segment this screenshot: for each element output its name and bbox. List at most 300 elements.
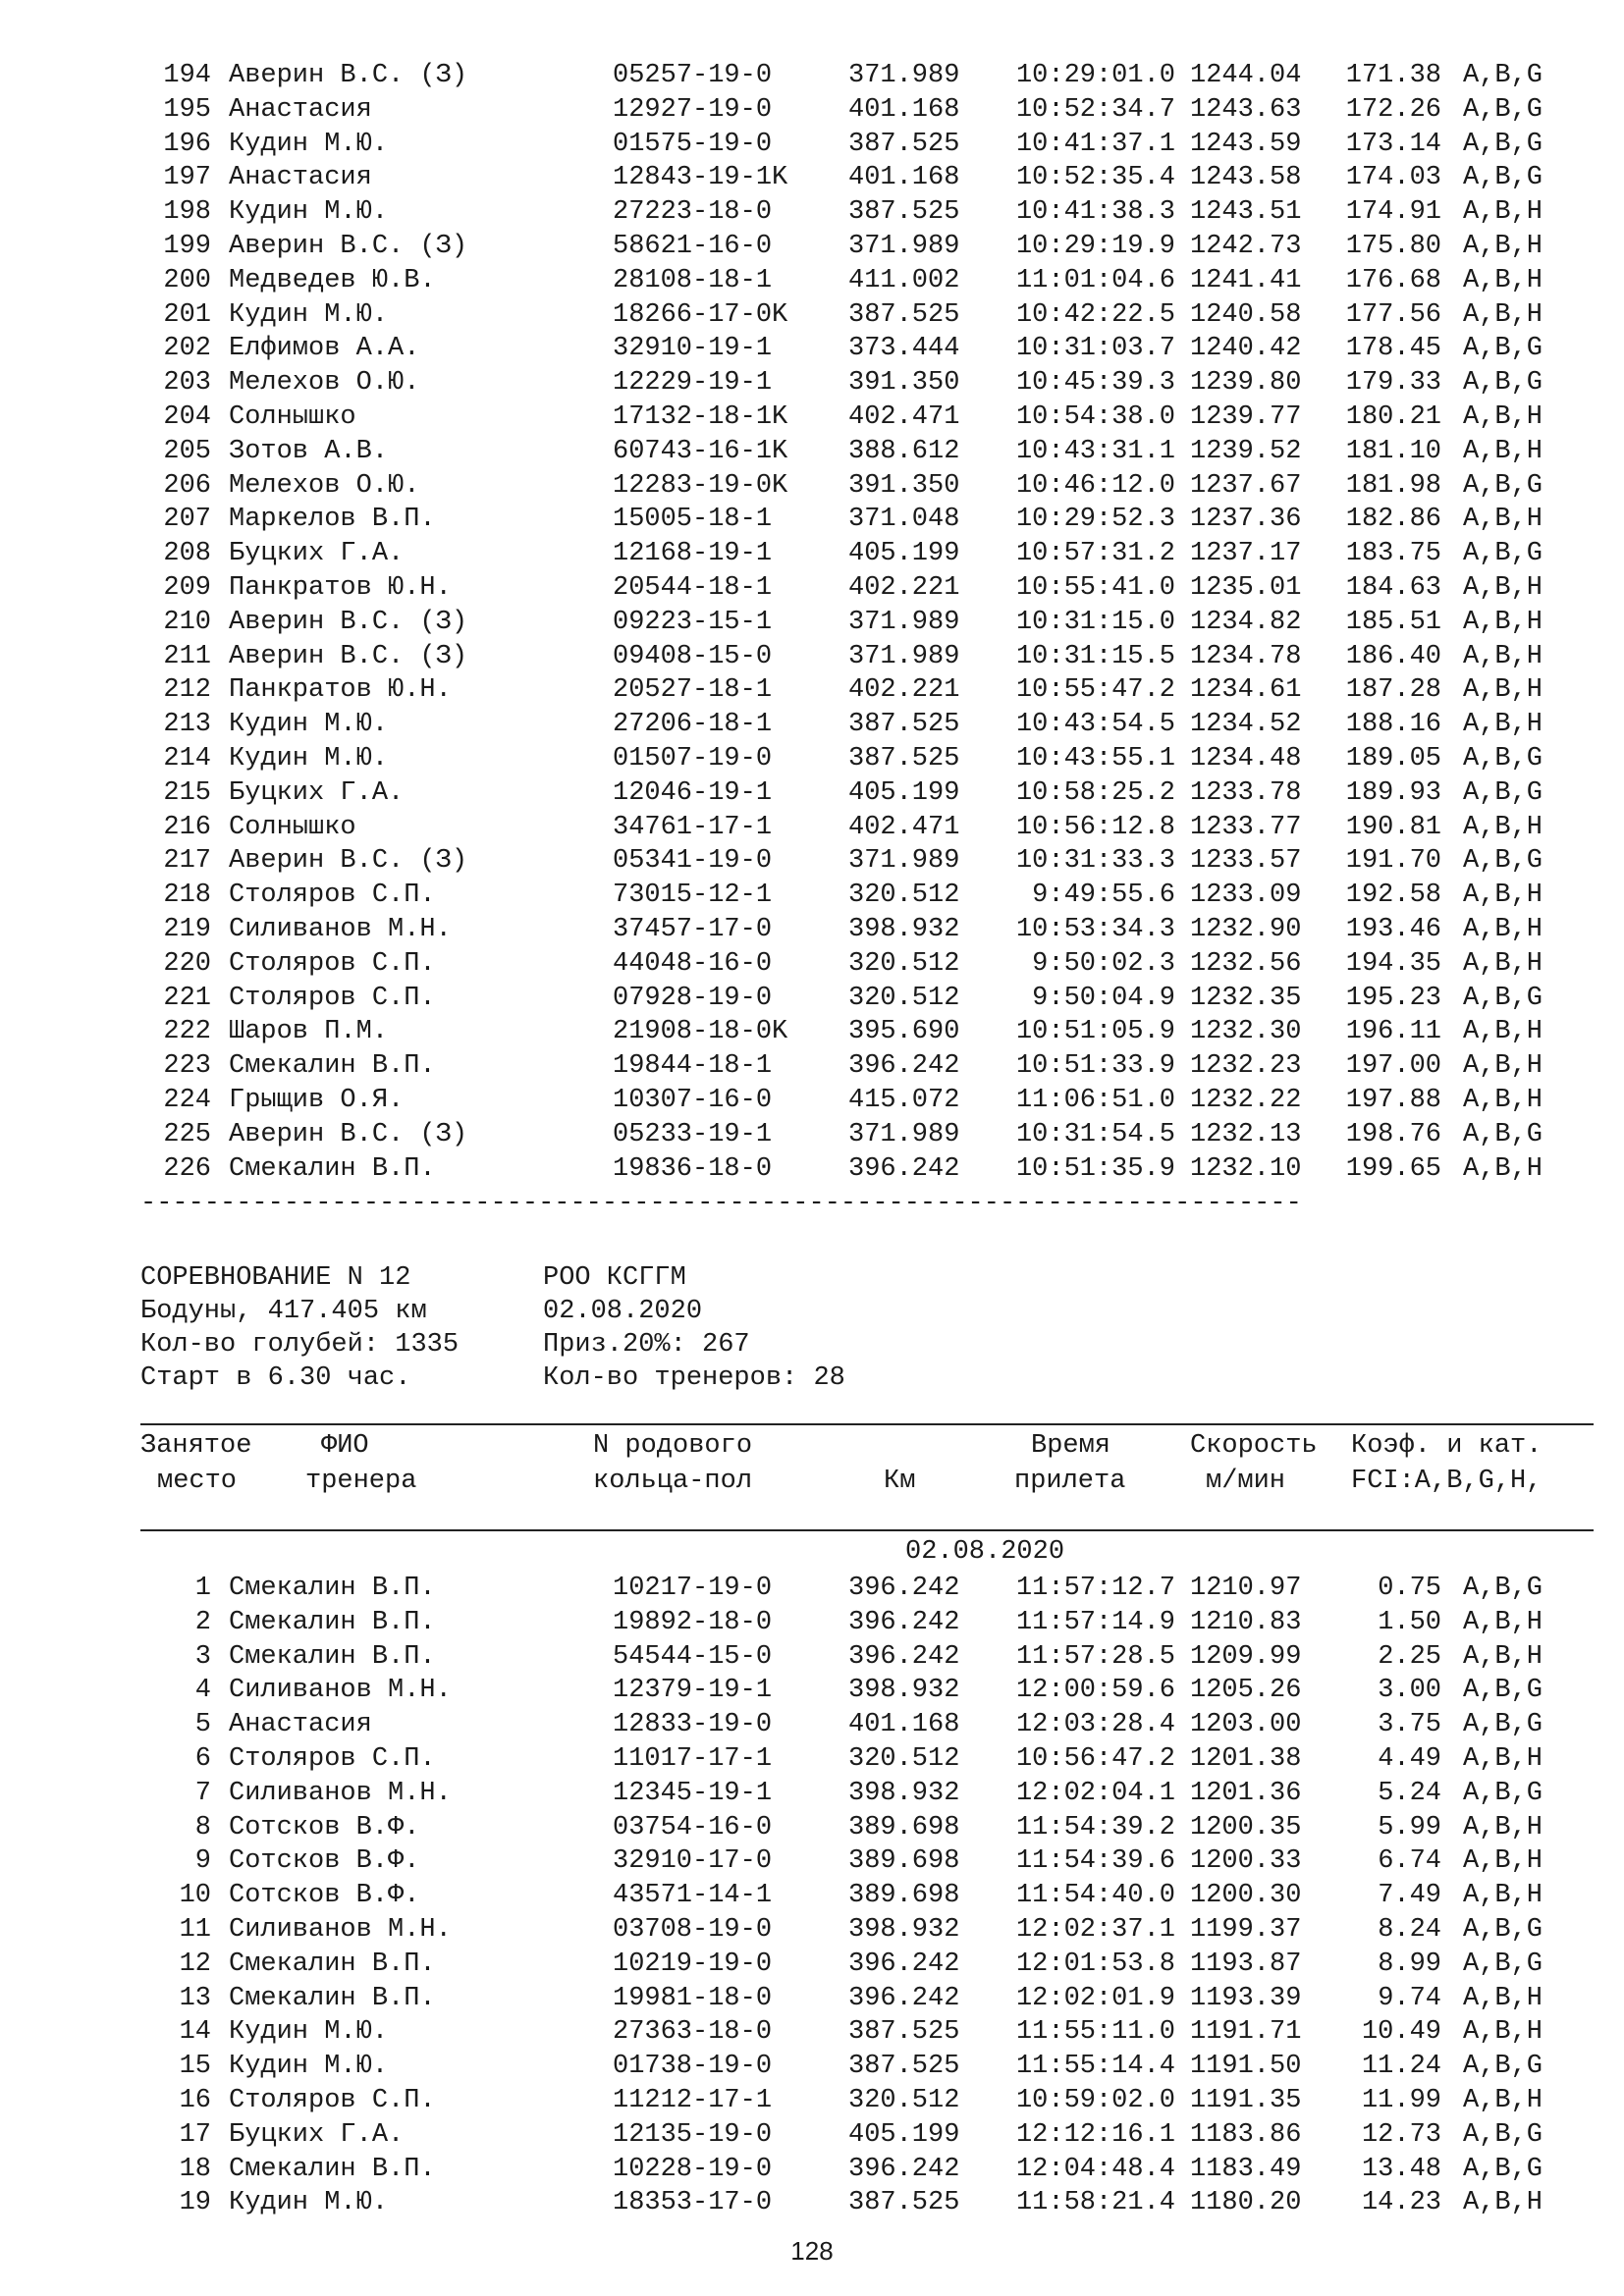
arrival-time: 11:54:39.6	[1015, 1846, 1175, 1877]
ring-number: 27223-18-0	[613, 197, 773, 228]
trainer-name: Сотсков В.Ф.	[229, 1881, 420, 1911]
arrival-time: 11:06:51.0	[1015, 1086, 1175, 1115]
speed: 1191.35	[1190, 2086, 1302, 2115]
rank: 11	[179, 1915, 211, 1945]
rank: 7	[194, 1778, 211, 1808]
category: A,B,H	[1463, 2017, 1543, 2048]
trainer-name: Аверин В.С. (З)	[229, 232, 468, 261]
distance-km: 395.690	[848, 1017, 960, 1047]
trainer-name: Маркелов В.П.	[229, 505, 436, 535]
trainer-name: Аверин В.С. (З)	[229, 641, 468, 671]
distance-km: 398.932	[848, 1778, 960, 1808]
table-row	[0, 1572, 1624, 1606]
table-row	[0, 1606, 1624, 1640]
arrival-time: 10:54:38.0	[1015, 402, 1175, 432]
table-row	[0, 1152, 1624, 1187]
distance-km: 387.525	[848, 2017, 960, 2048]
rank: 13	[179, 1983, 211, 2013]
distance-km: 405.199	[848, 2119, 960, 2150]
ring-number: 27363-18-0	[613, 2017, 773, 2048]
organization: РОО КСГГМ	[543, 1263, 686, 1293]
release-point: Бодуны, 417.405 км	[140, 1297, 427, 1326]
rank: 209	[163, 573, 211, 603]
rank: 2	[194, 1607, 211, 1637]
speed: 1234.61	[1190, 675, 1302, 706]
trainer-name: Кудин М.Ю.	[229, 744, 389, 774]
category: A,B,G	[1463, 983, 1543, 1013]
coefficient: 11.24	[1361, 2052, 1441, 2082]
category: A,B,H	[1463, 915, 1543, 944]
ring-number: 12046-19-1	[613, 777, 773, 808]
rank: 225	[163, 1119, 211, 1149]
trainer-name: Столяров С.П.	[229, 983, 436, 1013]
arrival-time: 10:42:22.5	[1015, 299, 1175, 330]
distance-km: 401.168	[848, 163, 960, 193]
ring-number: 18266-17-0K	[613, 299, 788, 330]
trainer-name: Солнышко	[229, 402, 356, 432]
table-row	[0, 2153, 1624, 2187]
category: A,B,H	[1463, 641, 1543, 671]
distance-km: 396.242	[848, 1153, 960, 1184]
rank: 199	[163, 232, 211, 261]
distance-km: 401.168	[848, 94, 960, 125]
speed: 1243.63	[1190, 94, 1302, 125]
ring-number: 19844-18-1	[613, 1051, 773, 1082]
category: A,B,G	[1463, 334, 1543, 364]
arrival-time: 10:51:33.9	[1015, 1051, 1175, 1082]
table-row	[0, 1948, 1624, 1982]
trainer-name: Мелехов О.Ю.	[229, 368, 420, 399]
arrival-time: 10:45:39.3	[1015, 368, 1175, 399]
trainer-name: Аверин В.С. (З)	[229, 607, 468, 637]
rank: 207	[163, 505, 211, 535]
trainer-name: Столяров С.П.	[229, 948, 436, 979]
trainer-name: Кудин М.Ю.	[229, 2052, 389, 2082]
rank: 4	[194, 1676, 211, 1706]
distance-km: 320.512	[848, 1744, 960, 1774]
rank: 3	[194, 1641, 211, 1672]
ring-number: 44048-16-0	[613, 948, 773, 979]
header-km: Км	[884, 1467, 916, 1496]
trainer-name: Буцких Г.А.	[229, 777, 405, 808]
rank: 17	[179, 2119, 211, 2150]
category: A,B,G	[1463, 129, 1543, 159]
rank: 205	[163, 436, 211, 466]
arrival-time: 12:03:28.4	[1015, 1710, 1175, 1740]
arrival-time: 10:31:54.5	[1015, 1119, 1175, 1149]
coefficient: 180.21	[1345, 402, 1441, 432]
table-row	[0, 1913, 1624, 1948]
category: A,B,H	[1463, 1017, 1543, 1047]
trainer-name: Смекалин В.П.	[229, 1574, 436, 1603]
ring-number: 32910-17-0	[613, 1846, 773, 1877]
distance-km: 387.525	[848, 129, 960, 159]
category: A,B,G	[1463, 163, 1543, 193]
distance-km: 320.512	[848, 948, 960, 979]
table-row	[0, 503, 1624, 537]
table-row	[0, 708, 1624, 742]
ring-number: 01575-19-0	[613, 129, 773, 159]
rank: 201	[163, 299, 211, 330]
trainer-name: Зотов А.В.	[229, 436, 389, 466]
ring-number: 12345-19-1	[613, 1778, 773, 1808]
table-row	[0, 537, 1624, 571]
trainer-name: Панкратов Ю.Н.	[229, 573, 452, 603]
speed: 1239.77	[1190, 402, 1302, 432]
rank: 198	[163, 197, 211, 228]
rank: 210	[163, 607, 211, 637]
coefficient: 189.05	[1345, 744, 1441, 774]
category: A,B,G	[1463, 744, 1543, 774]
arrival-time: 11:55:11.0	[1015, 2017, 1175, 2048]
table-row	[0, 571, 1624, 606]
table-row	[0, 811, 1624, 845]
speed: 1234.82	[1190, 607, 1302, 637]
speed: 1240.42	[1190, 334, 1302, 364]
rank: 224	[163, 1086, 211, 1115]
rank: 12	[179, 1949, 211, 1979]
table-row	[0, 1777, 1624, 1811]
table-row	[0, 640, 1624, 674]
ring-number: 12833-19-0	[613, 1710, 773, 1740]
category: A,B,G	[1463, 1119, 1543, 1149]
arrival-time: 12:01:53.8	[1015, 1949, 1175, 1979]
trainer-name: Анастасия	[229, 1710, 372, 1740]
category: A,B,H	[1463, 607, 1543, 637]
rank: 219	[163, 915, 211, 944]
arrival-time: 10:41:38.3	[1015, 197, 1175, 228]
arrival-time: 9:49:55.6	[1032, 881, 1175, 911]
speed: 1180.20	[1190, 2188, 1302, 2218]
speed: 1240.58	[1190, 299, 1302, 330]
ring-number: 43571-14-1	[613, 1881, 773, 1911]
arrival-time: 11:54:40.0	[1015, 1881, 1175, 1911]
arrival-time: 10:56:12.8	[1015, 812, 1175, 842]
distance-km: 387.525	[848, 2188, 960, 2218]
category: A,B,H	[1463, 2086, 1543, 2115]
category: A,B,G	[1463, 470, 1543, 501]
coefficient: 14.23	[1361, 2188, 1441, 2218]
distance-km: 391.350	[848, 470, 960, 501]
category: A,B,G	[1463, 2052, 1543, 2082]
category: A,B,H	[1463, 573, 1543, 603]
ring-number: 12379-19-1	[613, 1676, 773, 1706]
coefficient: 175.80	[1345, 232, 1441, 261]
rank: 14	[179, 2017, 211, 2048]
speed: 1234.52	[1190, 710, 1302, 740]
trainer-name: Аверин В.С. (З)	[229, 1119, 468, 1149]
trainer-name: Буцких Г.А.	[229, 2119, 405, 2150]
coefficient: 196.11	[1345, 1017, 1441, 1047]
speed: 1237.67	[1190, 470, 1302, 501]
arrival-time: 11:01:04.6	[1015, 265, 1175, 295]
arrival-time: 10:56:47.2	[1015, 1744, 1175, 1774]
trainer-name: Кудин М.Ю.	[229, 197, 389, 228]
coefficient: 197.00	[1345, 1051, 1441, 1082]
coefficient: 6.74	[1378, 1846, 1441, 1877]
ring-number: 12843-19-1K	[613, 163, 788, 193]
speed: 1234.78	[1190, 641, 1302, 671]
rank: 222	[163, 1017, 211, 1047]
speed: 1191.50	[1190, 2052, 1302, 2082]
ring-number: 37457-17-0	[613, 915, 773, 944]
rank: 204	[163, 402, 211, 432]
trainer-name: Елфимов А.А.	[229, 334, 420, 364]
ring-number: 10228-19-0	[613, 2154, 773, 2184]
category: A,B,G	[1463, 1949, 1543, 1979]
trainer-name: Буцких Г.А.	[229, 539, 405, 569]
table-row	[0, 742, 1624, 776]
trainer-name: Мелехов О.Ю.	[229, 470, 420, 501]
rank: 195	[163, 94, 211, 125]
prize-count: Приз.20%: 267	[543, 1330, 750, 1360]
speed: 1239.52	[1190, 436, 1302, 466]
ring-number: 09408-15-0	[613, 641, 773, 671]
ring-number: 32910-19-1	[613, 334, 773, 364]
speed: 1237.36	[1190, 505, 1302, 535]
header-ring-1: N родового	[593, 1431, 753, 1461]
ring-number: 12283-19-0K	[613, 470, 788, 501]
category: A,B,G	[1463, 777, 1543, 808]
ring-number: 05233-19-1	[613, 1119, 773, 1149]
rank: 220	[163, 948, 211, 979]
coefficient: 8.99	[1378, 1949, 1441, 1979]
ring-number: 54544-15-0	[613, 1641, 773, 1672]
speed: 1237.17	[1190, 539, 1302, 569]
arrival-time: 10:31:33.3	[1015, 846, 1175, 877]
distance-km: 391.350	[848, 368, 960, 399]
arrival-time: 10:29:01.0	[1015, 61, 1175, 90]
distance-km: 320.512	[848, 983, 960, 1013]
category: A,B,G	[1463, 1676, 1543, 1706]
category: A,B,G	[1463, 846, 1543, 877]
trainer-name: Силиванов М.Н.	[229, 1676, 452, 1706]
date-separator: 02.08.2020	[905, 1537, 1065, 1567]
table-row	[0, 673, 1624, 708]
distance-km: 415.072	[848, 1086, 960, 1115]
ring-number: 73015-12-1	[613, 881, 773, 911]
distance-km: 401.168	[848, 1710, 960, 1740]
distance-km: 396.242	[848, 1949, 960, 1979]
distance-km: 371.989	[848, 232, 960, 261]
distance-km: 396.242	[848, 1574, 960, 1603]
coefficient: 186.40	[1345, 641, 1441, 671]
category: A,B,H	[1463, 505, 1543, 535]
trainer-name: Смекалин В.П.	[229, 1641, 436, 1672]
rank: 218	[163, 881, 211, 911]
rank: 10	[179, 1881, 211, 1911]
rank: 208	[163, 539, 211, 569]
distance-km: 411.002	[848, 265, 960, 295]
speed: 1243.59	[1190, 129, 1302, 159]
coefficient: 13.48	[1361, 2154, 1441, 2184]
ring-number: 19892-18-0	[613, 1607, 773, 1637]
speed: 1199.37	[1190, 1915, 1302, 1945]
ring-number: 12135-19-0	[613, 2119, 773, 2150]
category: A,B,H	[1463, 812, 1543, 842]
speed: 1203.00	[1190, 1710, 1302, 1740]
table-row	[0, 298, 1624, 333]
ring-number: 21908-18-0K	[613, 1017, 788, 1047]
coefficient: 12.73	[1361, 2119, 1441, 2150]
category: A,B,G	[1463, 368, 1543, 399]
trainer-name: Аверин В.С. (З)	[229, 61, 468, 90]
distance-km: 388.612	[848, 436, 960, 466]
speed: 1183.49	[1190, 2154, 1302, 2184]
coefficient: 11.99	[1361, 2086, 1441, 2115]
table-row	[0, 1015, 1624, 1049]
ring-number: 15005-18-1	[613, 505, 773, 535]
trainer-name: Столяров С.П.	[229, 881, 436, 911]
table-row	[0, 469, 1624, 504]
arrival-time: 12:02:01.9	[1015, 1983, 1175, 2013]
category: A,B,G	[1463, 1915, 1543, 1945]
arrival-time: 9:50:02.3	[1032, 948, 1175, 979]
distance-km: 405.199	[848, 539, 960, 569]
trainer-name: Кудин М.Ю.	[229, 2188, 389, 2218]
ring-number: 10219-19-0	[613, 1949, 773, 1979]
distance-km: 371.989	[848, 607, 960, 637]
coefficient: 176.68	[1345, 265, 1441, 295]
arrival-time: 10:31:15.0	[1015, 607, 1175, 637]
ring-number: 05257-19-0	[613, 61, 773, 90]
table-row	[0, 1084, 1624, 1118]
ring-number: 12927-19-0	[613, 94, 773, 125]
distance-km: 373.444	[848, 334, 960, 364]
category: A,B,G	[1463, 2154, 1543, 2184]
speed: 1210.97	[1190, 1574, 1302, 1603]
coefficient: 171.38	[1345, 61, 1441, 90]
distance-km: 320.512	[848, 881, 960, 911]
arrival-time: 12:02:04.1	[1015, 1778, 1175, 1808]
arrival-time: 10:52:34.7	[1015, 94, 1175, 125]
header-ring-2: кольца-пол	[593, 1467, 753, 1496]
arrival-time: 10:29:19.9	[1015, 232, 1175, 261]
category: A,B,H	[1463, 265, 1543, 295]
distance-km: 371.989	[848, 846, 960, 877]
distance-km: 371.989	[848, 61, 960, 90]
coefficient: 2.25	[1378, 1641, 1441, 1672]
category: A,B,H	[1463, 1846, 1543, 1877]
rank: 214	[163, 744, 211, 774]
speed: 1243.58	[1190, 163, 1302, 193]
table-row	[0, 947, 1624, 982]
rank: 8	[194, 1812, 211, 1842]
header-coef-2: FCI:A,B,G,H,	[1351, 1467, 1543, 1496]
category: A,B,H	[1463, 1086, 1543, 1115]
ring-number: 01738-19-0	[613, 2052, 773, 2082]
ring-number: 10307-16-0	[613, 1086, 773, 1115]
table-row	[0, 230, 1624, 264]
category: A,B,H	[1463, 2188, 1543, 2218]
rank: 9	[194, 1846, 211, 1877]
coefficient: 7.49	[1378, 1881, 1441, 1911]
trainer-name: Силиванов М.Н.	[229, 1915, 452, 1945]
trainer-name: Столяров С.П.	[229, 1744, 436, 1774]
coefficient: 181.10	[1345, 436, 1441, 466]
rank: 6	[194, 1744, 211, 1774]
category: A,B,G	[1463, 1778, 1543, 1808]
speed: 1232.22	[1190, 1086, 1302, 1115]
trainer-count: Кол-во тренеров: 28	[543, 1363, 845, 1393]
header-speed-1: Скорость	[1190, 1431, 1318, 1461]
speed: 1232.56	[1190, 948, 1302, 979]
category: A,B,H	[1463, 436, 1543, 466]
coefficient: 3.75	[1378, 1710, 1441, 1740]
trainer-name: Кудин М.Ю.	[229, 710, 389, 740]
category: A,B,H	[1463, 675, 1543, 706]
arrival-time: 10:55:41.0	[1015, 573, 1175, 603]
rank: 212	[163, 675, 211, 706]
ring-number: 05341-19-0	[613, 846, 773, 877]
speed: 1241.41	[1190, 265, 1302, 295]
header-top-rule	[140, 1423, 1594, 1425]
coefficient: 192.58	[1345, 881, 1441, 911]
ring-number: 01507-19-0	[613, 744, 773, 774]
ring-number: 12168-19-1	[613, 539, 773, 569]
arrival-time: 10:55:47.2	[1015, 675, 1175, 706]
speed: 1205.26	[1190, 1676, 1302, 1706]
ring-number: 10217-19-0	[613, 1574, 773, 1603]
rank: 213	[163, 710, 211, 740]
category: A,B,H	[1463, 1881, 1543, 1911]
rank: 211	[163, 641, 211, 671]
table-row	[0, 879, 1624, 913]
category: A,B,H	[1463, 1607, 1543, 1637]
distance-km: 371.989	[848, 641, 960, 671]
category: A,B,G	[1463, 1710, 1543, 1740]
arrival-time: 10:51:05.9	[1015, 1017, 1175, 1047]
table-row	[0, 366, 1624, 400]
header-name-2: тренера	[305, 1467, 417, 1496]
rank: 206	[163, 470, 211, 501]
speed: 1232.90	[1190, 915, 1302, 944]
table-row	[0, 1708, 1624, 1742]
trainer-name: Кудин М.Ю.	[229, 129, 389, 159]
distance-km: 398.932	[848, 1676, 960, 1706]
distance-km: 402.221	[848, 573, 960, 603]
arrival-time: 9:50:04.9	[1032, 983, 1175, 1013]
category: A,B,G	[1463, 2119, 1543, 2150]
table-row	[0, 59, 1624, 93]
header-time-2: прилета	[1014, 1467, 1126, 1496]
arrival-time: 10:58:25.2	[1015, 777, 1175, 808]
ring-number: 12229-19-1	[613, 368, 773, 399]
arrival-time: 12:12:16.1	[1015, 2119, 1175, 2150]
coefficient: 174.03	[1345, 163, 1441, 193]
trainer-name: Смекалин В.П.	[229, 1607, 436, 1637]
arrival-time: 11:57:12.7	[1015, 1574, 1175, 1603]
header-rank-1: Занятое	[140, 1431, 252, 1461]
table-row	[0, 195, 1624, 230]
arrival-time: 10:43:31.1	[1015, 436, 1175, 466]
coefficient: 185.51	[1345, 607, 1441, 637]
trainer-name: Аверин В.С. (З)	[229, 846, 468, 877]
speed: 1200.33	[1190, 1846, 1302, 1877]
competition-title: СОРЕВНОВАНИЕ N 12	[140, 1263, 411, 1293]
speed: 1191.71	[1190, 2017, 1302, 2048]
rank: 18	[179, 2154, 211, 2184]
distance-km: 387.525	[848, 299, 960, 330]
table-row	[0, 435, 1624, 469]
ring-number: 58621-16-0	[613, 232, 773, 261]
arrival-time: 10:41:37.1	[1015, 129, 1175, 159]
category: A,B,H	[1463, 299, 1543, 330]
distance-km: 396.242	[848, 1641, 960, 1672]
coefficient: 5.99	[1378, 1812, 1441, 1842]
table-row	[0, 2186, 1624, 2220]
ring-number: 11212-17-1	[613, 2086, 773, 2115]
